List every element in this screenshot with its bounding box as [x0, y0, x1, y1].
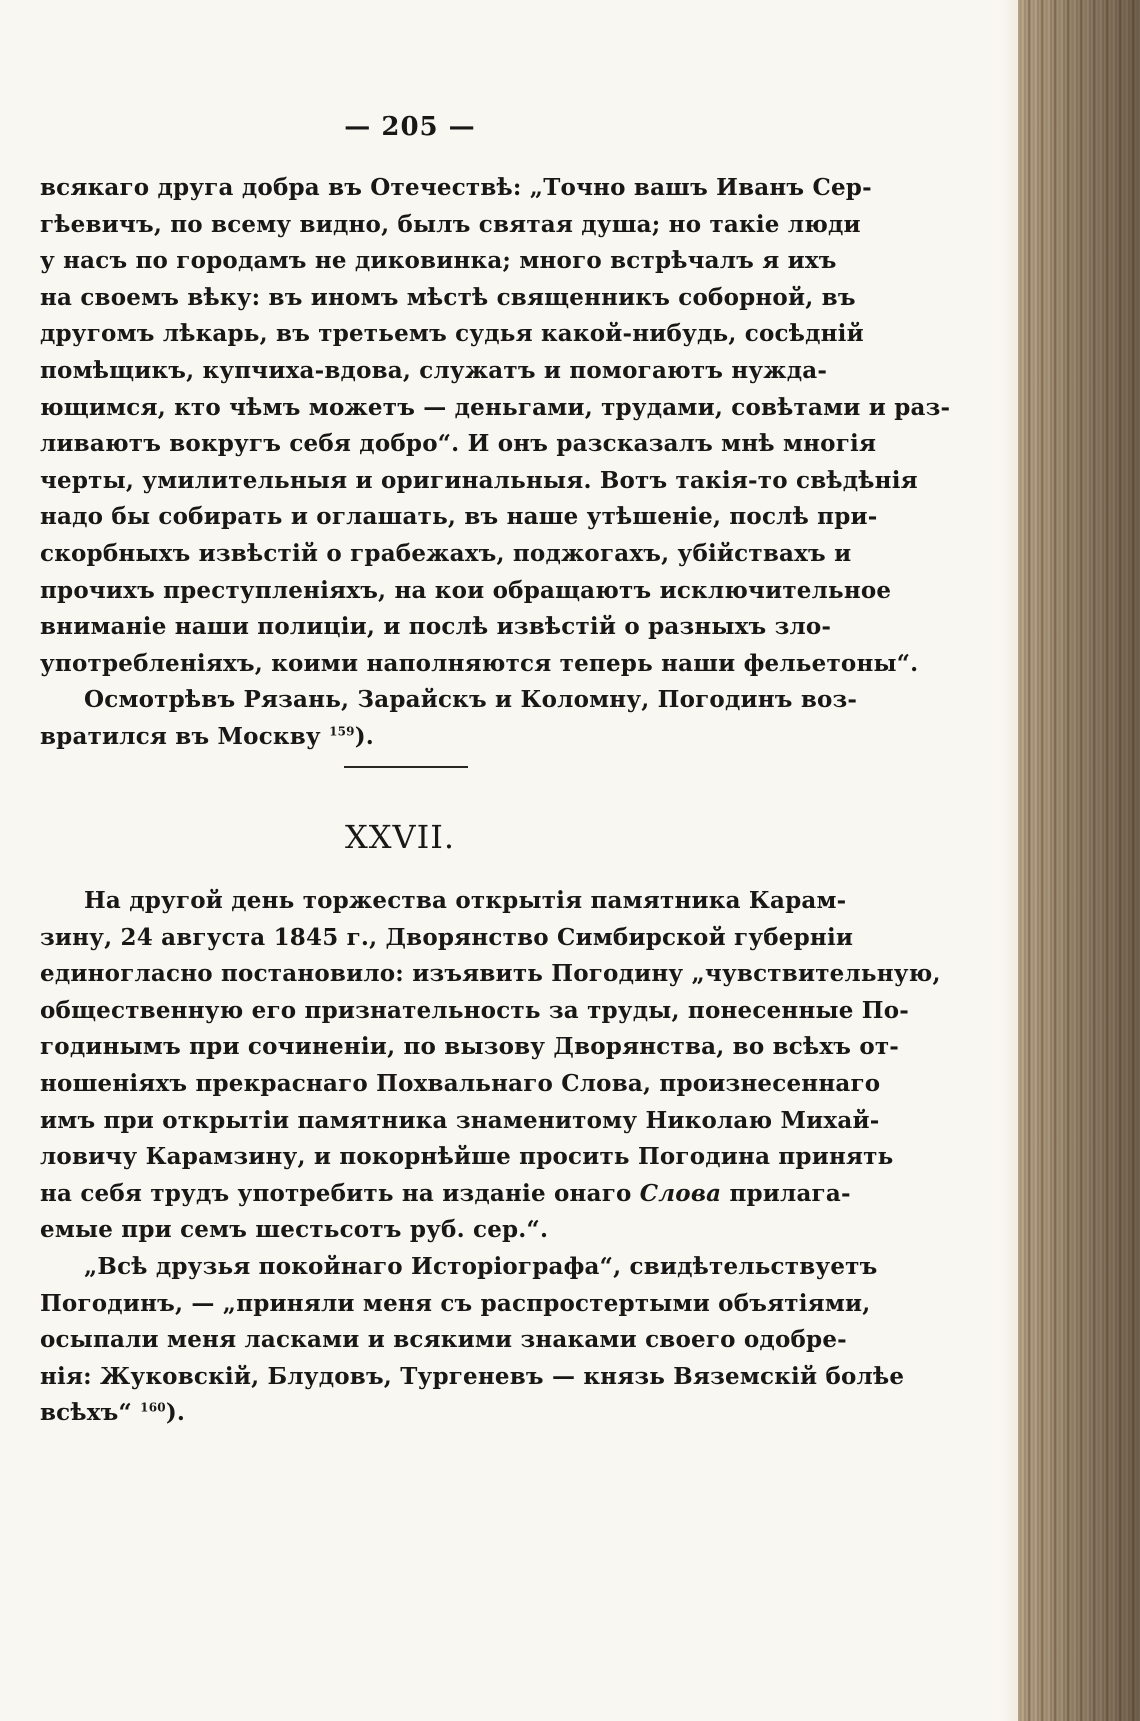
text-fragment: ). [165, 1399, 186, 1427]
page-number: — 205 — [344, 112, 476, 142]
text-line: ливаютъ вокругъ себя добро“. И онъ разсказалъ мнѣ многія [40, 430, 877, 458]
text-line: помѣщикъ, купчиха-вдова, служатъ и помогаютъ нужда- [40, 356, 828, 384]
text-line [40, 719, 772, 756]
text-line: годинымъ при сочиненіи, по вызову Дворянства, во всѣхъ от- [40, 1033, 900, 1061]
text-line: черты, умилительныя и оригинальныя. Вотъ такія-то свѣдѣнія [40, 466, 918, 494]
text-line: гѣевичъ, по всему видно, былъ святая душа; но такіе люди [40, 210, 861, 238]
text-line [40, 1176, 851, 1213]
text-fragment: ). [354, 722, 375, 750]
text-line: вниманіе наши полиціи, и послѣ извѣстій о разныхъ зло- [40, 613, 832, 641]
italic-word: Слова [639, 1179, 722, 1207]
text-line: общественную его признательность за труды, понесенные По- [40, 996, 909, 1024]
text-line [40, 1395, 772, 1432]
text-line: ловичу Карамзину, и покорнѣйше просить Погодина принять [40, 1143, 894, 1171]
text-line: ющимся, кто чѣмъ можетъ — деньгами, трудами, совѣтами и раз- [40, 393, 951, 421]
text-line: скорбныхъ извѣстій о грабежахъ, поджогахъ, убійствахъ и [40, 539, 852, 567]
footnote-ref: 160 [140, 1400, 166, 1415]
text-block-top [40, 170, 951, 756]
text-line: имъ при открытіи памятника знаменитому Николаю Михай- [40, 1106, 880, 1134]
text-line: другомъ лѣкарь, въ третьемъ судья какой-нибудь, сосѣдній [40, 320, 864, 348]
text-block-bottom [40, 883, 941, 1432]
text-fragment: на себя трудъ употребить на изданіе онаго [40, 1179, 640, 1207]
text-line: единогласно постановило: изъявить Погодину „чувствительную, [40, 960, 941, 988]
text-line: ношеніяхъ прекраснаго Похвальнаго Слова, произнесеннаго [40, 1069, 881, 1097]
text-line: надо бы собирать и оглашать, въ наше утѣшеніе, послѣ при- [40, 503, 878, 531]
text-line: емые при семъ шестьсотъ руб. сер.“. [40, 1216, 549, 1244]
text-line: употребленіяхъ, коими наполняются теперь наши фельетоны“. [40, 649, 919, 677]
footnote-ref: 159 [329, 724, 355, 739]
section-divider [344, 766, 468, 768]
text-line: нія: Жуковскій, Блудовъ, Тургеневъ — князь Вяземскій болѣе [40, 1362, 905, 1390]
section-title: XXVII. [344, 818, 456, 856]
text-line: осыпали меня ласками и всякими знаками своего одобре- [40, 1326, 847, 1354]
text-line: на своемъ вѣку: въ иномъ мѣстѣ священникъ соборной, въ [40, 283, 856, 311]
text-line: „Всѣ друзья покойнаго Исторіографа“, свидѣтельствуетъ [84, 1252, 878, 1280]
text-fragment: вратился въ Москву [40, 722, 330, 750]
text-line: На другой день торжества открытія памятника Карам- [84, 887, 847, 914]
text-line: всякаго друга добра въ Отечествѣ: „Точно вашъ Иванъ Сер- [40, 174, 872, 201]
text-line: у насъ по городамъ не диковинка; много встрѣчалъ я ихъ [40, 247, 837, 275]
text-fragment: всѣхъ“ [40, 1399, 141, 1427]
book-edge-shade [1018, 0, 1140, 1721]
text-line: Погодинъ, — „приняли меня съ распростертыми объятіями, [40, 1289, 871, 1317]
text-line: Осмотрѣвъ Рязань, Зарайскъ и Коломну, Погодинъ воз- [84, 686, 858, 714]
text-line: прочихъ преступленіяхъ, на кои обращаютъ исключительное [40, 576, 892, 604]
text-line: зину, 24 августа 1845 г., Дворянство Симбирской губерніи [40, 923, 854, 951]
text-fragment: прилага- [721, 1179, 851, 1207]
